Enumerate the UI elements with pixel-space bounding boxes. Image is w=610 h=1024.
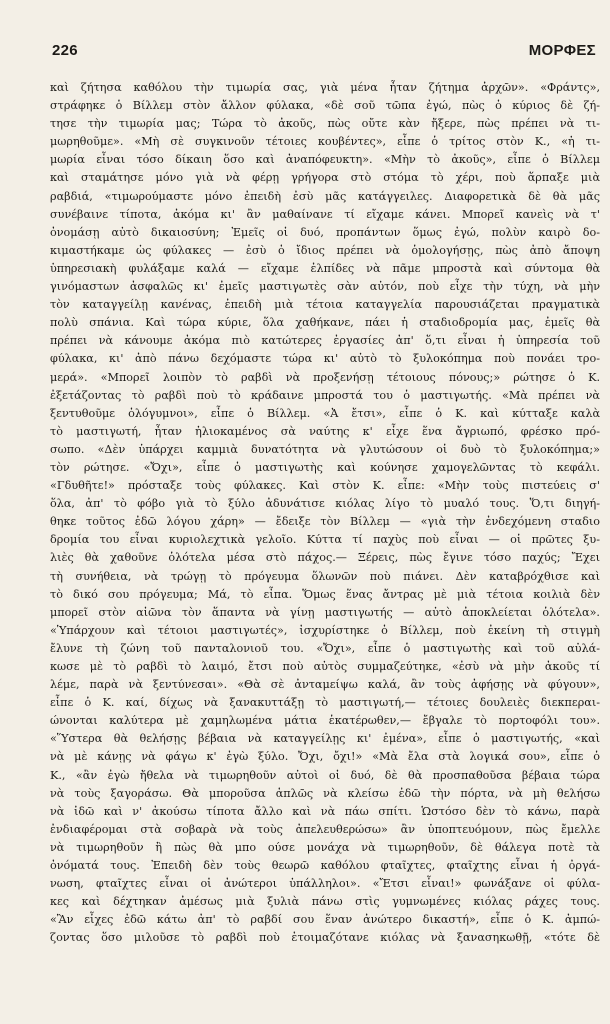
text-line: καὶ σταμάτησε μόνο γιὰ νὰ φέρῃ γρήγορα στὸ στόμα τὸ χέρι, ποὺ ἅρπαξε μιὰ: [50, 171, 600, 185]
text-line: νὰ τιμωρηθοῦν ἢ πὼς θὰ μπο ούσε μονάχα νὰ τιμωρηθοῦν, δὲ θάλεγα ποτὲ τὰ: [50, 840, 600, 854]
text-line: νὰ ἰδῶ καὶ ν' ἀκούσω τίποτα ἄλλο καὶ νὰ πάω σπίτι. Ὡστόσο δὲν τὸ κάνω, παρὰ: [50, 804, 600, 818]
text-line: πολὺ σπάνια. Καὶ τώρα κύριε, ὅλα χαθήκανε, πάει ἡ σταδιοδρομία μας, ἐμεῖς θὰ: [50, 316, 600, 330]
text-line: «Ὕστερα θὰ θελήσῃς βέβαια νὰ καταγγείλῃς κι' ἐμένα», εἶπε ὁ μαστιγωτής, «καὶ: [50, 732, 600, 746]
text-line: ὑπηρεσιακὴ φυλάξαμε καλά — εἴχαμε ἐλπίδες νὰ πᾶμε μπροστὰ καὶ σύντομα θὰ: [50, 261, 600, 275]
text-line: ώνονται καλύτερα μὲ χαμηλωμένα μάτια ἑκατέρωθεν,— ἔβγαλε τὸ πορτοφόλι του».: [50, 714, 600, 728]
text-line: καὶ ζήτησα καθόλου τὴν τιμωρία σας, γιὰ μένα ἦταν ζήτημα ἀρχῶν». «Φράντς»,: [50, 81, 600, 94]
text-line: ἐνδιαφέρομαι στὰ σοβαρὰ νὰ τοὺς ἀπελευθερώσω» ἂν ὑποπτευόμουν, πὼς ἔμελλε: [50, 822, 600, 836]
text-line: ὅλα, ἀπ' τὸ φόβο γιὰ τὸ ξύλο ἀδυνάτισε κιόλας λίγο τὸ μυαλό τους. Ὅ,τι διηγή-: [50, 497, 600, 511]
body-text: [50, 79, 600, 948]
text-line: «Ἂν εἶχες ἐδῶ κάτω ἀπ' τὸ ραβδί σου ἕναν ἀνώτερο δικαστή», εἶπε ὁ Κ. ἀμπώ-: [50, 913, 600, 927]
text-line: μπορεῖ στὸν αἰῶνα τὸν ἅπαντα νὰ γίνῃ μαστιγωτής — αὐτὸ ἀποκλείεται ὁλότελα».: [50, 605, 600, 619]
text-line: νὰ μὲ κάνῃς νὰ φάγω κ' ἐγὼ ξύλο. Ὄχι, ὄχι!» «Μὰ ἔλα στὰ λογικά σου», εἶπε ὁ: [50, 750, 600, 764]
text-line: νὰ τοὺς ξαγοράσω. Θὰ μποροῦσα ἁπλῶς νὰ κλείσω ἐδῶ τὴν πόρτα, νὰ μὴ θελήσω: [50, 786, 600, 800]
text-line: «Ὑπάρχουν καὶ τέτοιοι μαστιγωτές», ἰσχυρίστηκε ὁ Βίλλεμ, ποὺ ἐκείνη τὴ στιγμὴ: [50, 623, 600, 637]
text-line: λιὲς θὰ χαθοῦνε ὁλότελα μέσα στὸ πάχος.— Ξέρεις, πὼς ἔγινε τόσο παχύς; Ἔχει: [50, 551, 600, 565]
text-line: τὴ συνήθεια, νὰ τρώγῃ τὸ πρόγευμα ὅλωνῶν ποὺ πιάνει. Δὲν καταβρόχθισε καὶ: [50, 569, 600, 583]
text-line: σωπο. «Δὲν ὑπάρχει καμμιὰ δυνατότητα νὰ γλυτώσουν οἱ δυὸ τὸ ξυλοκόπημα;»: [50, 442, 600, 456]
text-line: ραβδιά, «τιμωρούμαστε μόνο ἐπειδὴ ἐσὺ μᾶς κατάγγειλες. Διαφορετικὰ δὲ θὰ μᾶς: [50, 189, 600, 203]
text-line: ὀνόματά τους. Ἐπειδὴ δὲν τοὺς θεωρῶ καθόλου φταῖχτες, φταῖχτης εἶναι ἡ ὀργά-: [50, 859, 600, 873]
text-line: θηκε τοῦτος ἐδῶ λόγου χάρη» — ἔδειξε τὸν Βίλλεμ — «γιὰ τὴν ἐνδεχόμενη σταδιο: [50, 515, 600, 529]
text-line: φύλακα, κι' ἀπὸ πάνω δεχόμαστε τώρα κι' αὐτὸ τὸ ξυλοκόπημα ποὺ πονάει τρο-: [50, 352, 600, 366]
text-line: Κ., «ἂν ἐγὼ ἤθελα νὰ τιμωρηθοῦν αὐτοὶ οἱ δυό, δὲ θὰ προσπαθοῦσα βέβαια τώρα: [50, 768, 600, 782]
text-line: εἶπε ὁ Κ. καί, δίχως νὰ ξανακυττάξῃ τὸ μαστιγωτή,— τέτοιες δουλειὲς διεκπεραι-: [50, 696, 600, 710]
text-line: «Γδυθῆτε!» πρόσταξε τοὺς φύλακες. Καὶ στὸν Κ. εἶπε: «Μὴν τοὺς πιστεύεις σ': [50, 479, 600, 493]
text-line: λέμε, παρὰ νὰ ξεντύνεσαι». «Θὰ σὲ ἀνταμείψω καλά, ἂν τοὺς ἀφήσῃς νὰ φύγουν»,: [50, 678, 600, 692]
text-line: συνέβαινε τίποτα, ἀκόμα κι' ἂν μαθαίνανε τί εἴχαμε κάνει. Μπορεῖ κανεὶς νὰ τ': [50, 207, 600, 221]
text-line: κιμαστήκαμε ὡς φύλακες — ἐσὺ ὁ ἴδιος πρέπει νὰ ὁμολογήσῃς, πὼς ἀπὸ ἄποψη: [50, 243, 600, 257]
text-line: ζοντας ὅσο μιλοῦσε τὸ ραβδὶ ποὺ ἑτοιμαζότανε κιόλας νὰ ξανασηκωθῇ, «τότε δὲ: [50, 931, 600, 945]
text-line: νωση, φταῖχτες εἶναι οἱ ἀνώτεροι ὑπάλληλοι». «Ἔτσι εἶναι!» φωνάξανε οἱ φύλα-: [50, 877, 600, 891]
text-line: κωσε μὲ τὸ ραβδὶ τὸ λαιμό, ἔτσι ποὺ αὐτὸς συμμαζεύτηκε, «ἐσὺ νὰ μὴν ἀκοῦς τί: [50, 660, 600, 673]
text-line: μωρηθοῦμε». «Μὴ σὲ συγκινοῦν τέτοιες κουβέντες», εἶπε ὁ τρίτος στὸν Κ., «ἡ τι-: [50, 135, 600, 149]
text-line: τησε τὴν τιμωρία μας; Τώρα τὸ ἀκοῦς, πὼς οὔτε κὰν ἤξερε, πὼς πρέπει νὰ τι-: [50, 117, 600, 131]
page-header: [52, 42, 596, 70]
text-line: ἔλυνε τὴ ζώνη τοῦ πανταλονιοῦ του. «Ὄχι», εἶπε ὁ μαστιγωτὴς καὶ τοῦ αὐλά-: [50, 641, 600, 655]
text-line: τὸ μαστιγωτή, ἦταν ἡλιοκαμένος σὰ ναύτης κ' εἶχε ἕνα ἄγριωπό, φρέσκο πρό-: [50, 424, 600, 438]
text-line: μερά». «Μπορεῖ λοιπὸν τὸ ραβδὶ νὰ προξενήσῃ τέτοιους πόνους;» ρώτησε ὁ Κ.: [50, 370, 600, 384]
page-number: 226: [52, 42, 78, 59]
text-line: τὸν ρώτησε. «Ὄχι», εἶπε ὁ μαστιγωτὴς καὶ κούνησε χαμογελῶντας τὸ κεφάλι.: [50, 460, 600, 474]
text-line: γινόμαστων ἀσφαλῶς κι' ἐμεῖς μαστιγωτὲς σὰν αὐτόν, ποὺ εἶχε τὴν τύχη, νὰ μὴν: [50, 280, 600, 294]
running-title: ΜΟΡΦΕΣ: [528, 42, 596, 59]
text-line: τὸ δικό σου πρόγευμα; Μά, τὸ εἶπα. Ὅμως ἕνας ἄντρας μὲ μιὰ τέτοια κοιλιὰ δὲν: [50, 587, 600, 601]
text-line: ὀνομάσῃ αὐτὸ δικαιοσύνη; Ἐμεῖς οἱ δυό, προπάντων ὅμως ἐγώ, πολὺν καιρὸ δο-: [50, 225, 600, 239]
text-line: δρομία του εἶναι κυριολεχτικὰ γελοῖο. Κύττα τί παχὺς ποὺ εἶναι — οἱ πρῶτες ξυ-: [50, 533, 600, 547]
text-line: κες καὶ δέχτηκαν ἀμέσως μιὰ ξυλιὰ πάνω στὶς γυμνωμένες κιόλας ράχες τους.: [50, 895, 600, 909]
text-line: πρέπει νὰ κάνουμε ἀκόμα πιὸ κατώτερες ἐργασίες ἀπ' ὅ,τι εἶναι ἡ ὑπηρεσία τοῦ: [50, 334, 600, 348]
text-line: ξεντυθοῦμε ὁλόγυμνοι», εἶπε ὁ Βίλλεμ. «Ἀ ἔτσι», εἶπε ὁ Κ. καὶ κύτταξε καλὰ: [50, 406, 600, 420]
text-line: μωρία εἶναι τόσο δίκαιη ὅσο καὶ ἀναπόφευκτη». «Μὴν τὸ ἀκοῦς», εἶπε ὁ Βίλλεμ: [50, 153, 600, 167]
text-line: ἐξετάζοντας τὸ ραβδὶ ποὺ τὸ κράδαινε μπροστά του ὁ μαστιγωτής. «Μὰ πρέπει νὰ: [50, 388, 600, 402]
text-line: τὸν καταγγείλῃ κανένας, ἐπειδὴ μιὰ τέτοια καταγγελία παρουσιάζεται πραγματικὰ: [50, 298, 600, 312]
text-line: στράφηκε ὁ Βίλλεμ στὸν ἄλλον φύλακα, «δὲ σοῦ τῶπα ἐγώ, πὼς ὁ κύριος δὲ ζή-: [50, 99, 600, 113]
